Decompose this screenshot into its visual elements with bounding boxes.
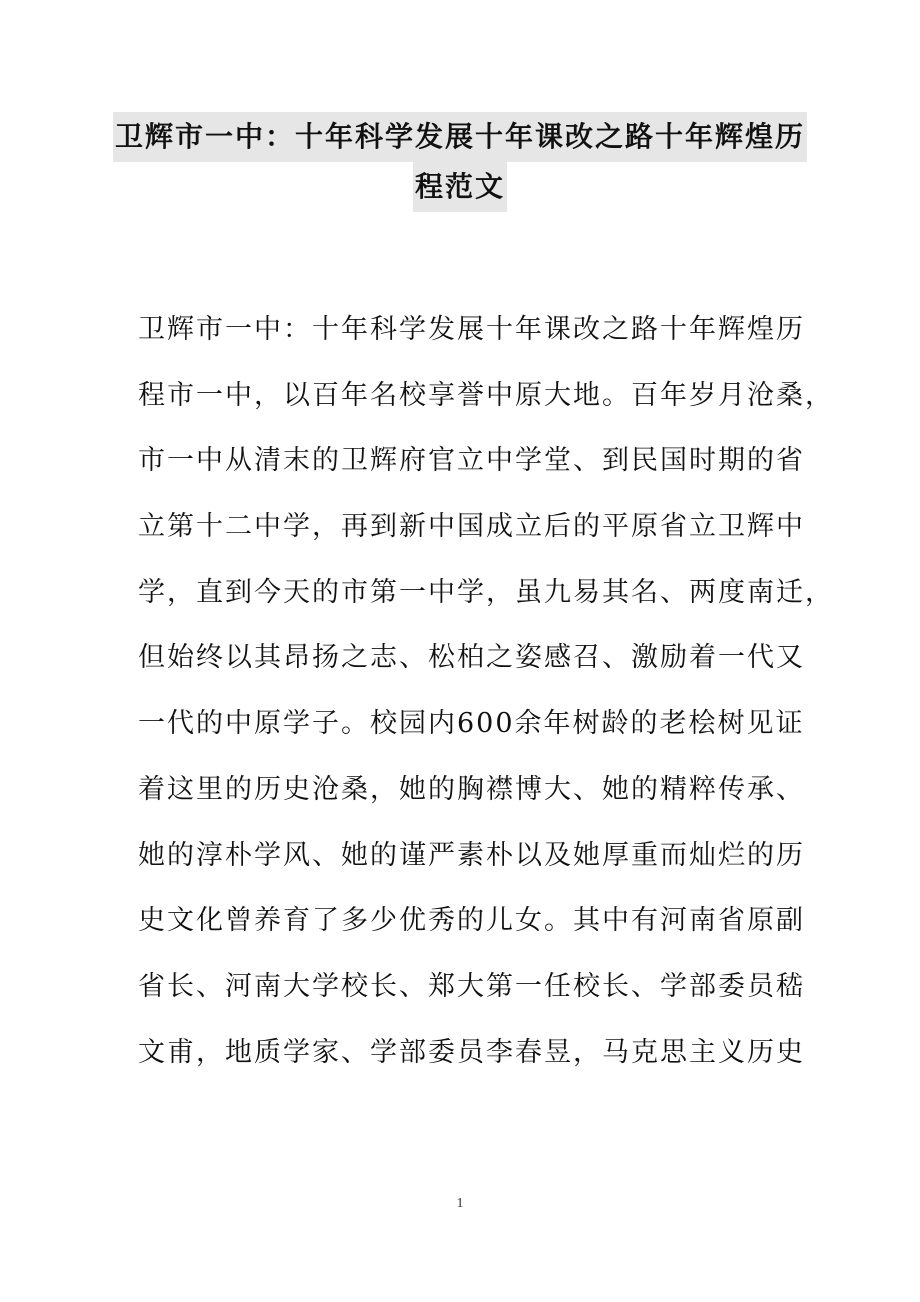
body-line: 卫辉市一中：十年科学发展十年课改之路十年辉煌历 bbox=[138, 314, 805, 345]
document-title bbox=[0, 112, 920, 212]
body-line: 文甫，地质学家、学部委员李春昱，马克思主义历史 bbox=[138, 1036, 805, 1068]
body-line: 省长、河南大学校长、郑大第一任校长、学部委员嵇 bbox=[138, 970, 805, 1002]
body-line: 程市一中，以百年名校享誉中原大地。百年岁月沧桑， bbox=[138, 379, 834, 411]
body-line: 她的淳朴学风、她的谨严素朴以及她厚重而灿烂的历 bbox=[138, 839, 805, 871]
title-line-1: 卫辉市一中：十年科学发展十年课改之路十年辉煌历 bbox=[113, 112, 807, 162]
body-text bbox=[138, 308, 834, 1096]
body-line: 但始终以其昂扬之志、松柏之姿感召、激励着一代又 bbox=[138, 642, 805, 674]
body-line: 史文化曾养育了多少优秀的儿女。其中有河南省原副 bbox=[138, 905, 805, 937]
body-line: 着这里的历史沧桑，她的胸襟博大、她的精粹传承、 bbox=[138, 773, 805, 805]
body-line: 立第十二中学，再到新中国成立后的平原省立卫辉中 bbox=[138, 511, 805, 543]
page-number: 1 bbox=[456, 1196, 464, 1211]
body-line: 市一中从清末的卫辉府官立中学堂、到民国时期的省 bbox=[138, 445, 805, 477]
title-line-2: 程范文 bbox=[413, 162, 507, 212]
body-line: 学，直到今天的市第一中学，虽九易其名、两度南迁， bbox=[138, 576, 834, 608]
body-line: 一代的中原学子。校园内600余年树龄的老桧树见证 bbox=[138, 708, 805, 740]
